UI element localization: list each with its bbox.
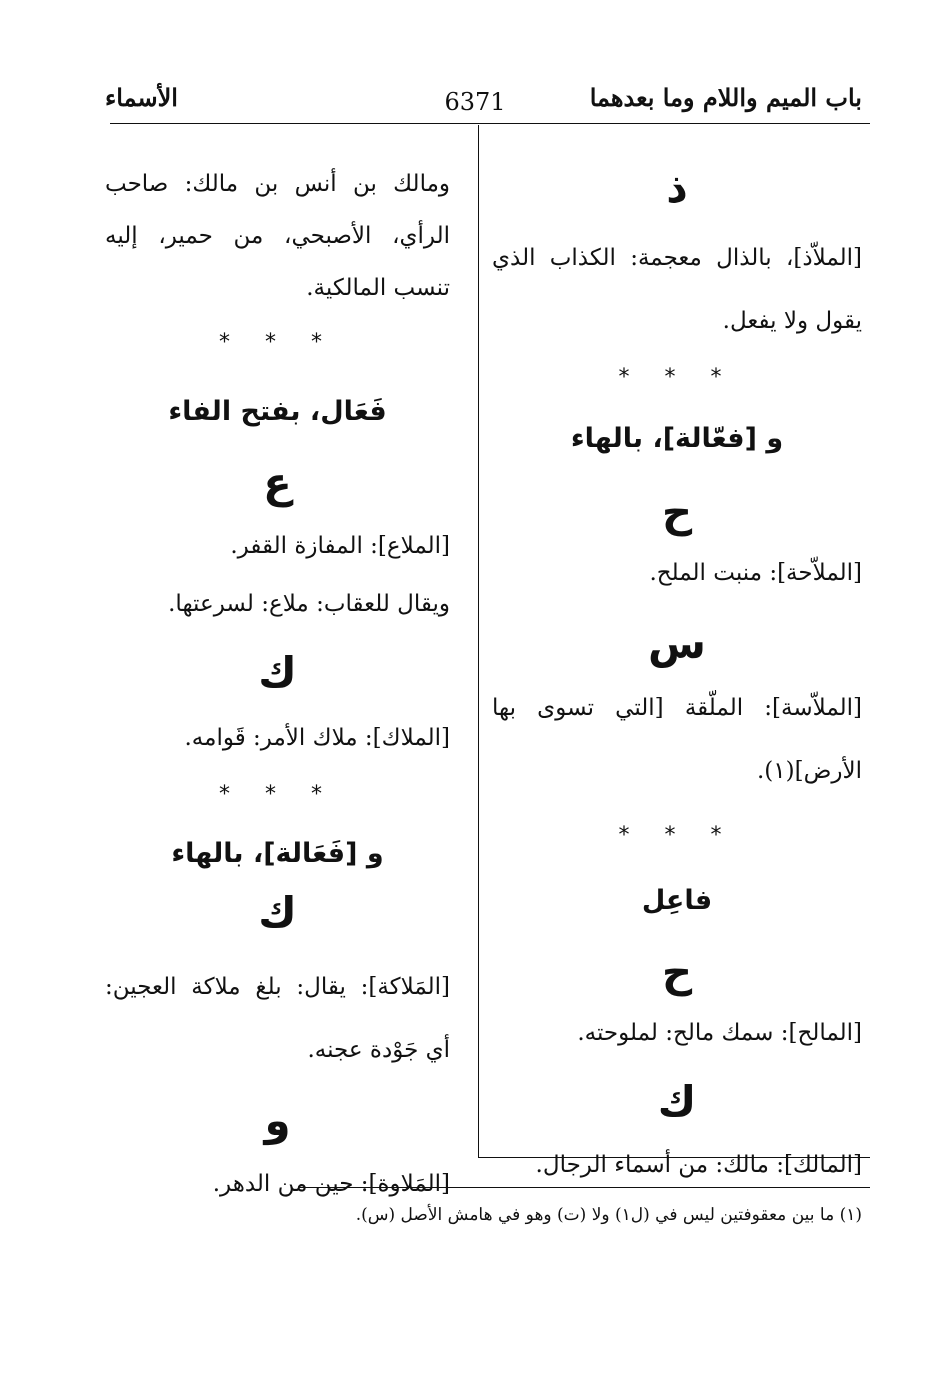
entry-mallasa: [الملاّسة]: الملّقة [التي تسوى بها الأرض](١). — [492, 695, 862, 784]
right-column — [492, 163, 862, 1181]
section-letter-ha: ح — [661, 947, 693, 996]
section-letter-kaf: ك — [657, 1077, 697, 1126]
section-letter-waw: و — [264, 1096, 291, 1145]
separator-stars: * * * — [219, 330, 336, 355]
entry-maalik: [المالك]: مالك: من أسماء الرجال. — [535, 1152, 862, 1178]
section-letter-kaf: ك — [258, 888, 297, 937]
entry-malaaka: [المَلاكة]: يقال: بلغ ملاكة العجين: أي جَوْدة عجنه. — [105, 974, 450, 1063]
section-heading-faa3il: فاعِل — [641, 885, 713, 916]
header-rule — [110, 123, 870, 124]
running-header-right: باب الميم واللام وما بعدهما — [589, 83, 862, 112]
separator-stars: * * * — [618, 823, 736, 848]
entry-mallaha: [الملاّحة]: منبت الملح. — [649, 560, 862, 586]
section-letter-ain: ع — [263, 458, 292, 507]
section-letter-sin: س — [648, 619, 706, 668]
separator-stars: * * * — [219, 782, 336, 807]
footnote: (١) ما بين معقوفتين ليس في (ل١) ولا (ت) وهو في هامش الأصل (س). — [355, 1205, 862, 1225]
section-heading-fa3aala: و [فَعَالة]، بالهاء — [171, 838, 384, 869]
entry-malladh: [الملاّذ]، بالذال معجمة: الكذاب الذي يقول ولا يفعل. — [492, 245, 862, 334]
entry-malaak: [الملاك]: ملاك الأمر: قَوامه. — [184, 725, 450, 751]
section-letter-ha: ح — [661, 487, 693, 536]
running-header-left: الأسماء — [105, 83, 178, 112]
column-divider — [478, 125, 479, 1158]
entry-malaa3-2: ويقال للعقاب: ملاع: لسرعتها. — [168, 591, 450, 617]
entry-maalih: [المالح]: سمك مالح: لملوحته. — [577, 1020, 862, 1046]
section-heading-fa3aal: فَعَال، بفتح الفاء — [168, 396, 387, 427]
section-letter-dhal: ذ — [666, 163, 688, 212]
entry-malaa3: [الملاع]: المفازة القفر. — [230, 533, 450, 559]
section-letter-kaf: ك — [258, 648, 297, 697]
entry-maalik-bin-anas: ومالك بن أنس بن مالك: صاحب الرأي، الأصبحي، من حمير، إليه تنسب المالكية. — [105, 171, 450, 301]
footnote-rule — [300, 1187, 870, 1188]
left-column — [105, 158, 450, 1200]
entry-malaawa: [المَلاوة]: حين من الدهر. — [212, 1171, 450, 1197]
separator-stars: * * * — [618, 365, 736, 390]
section-heading-fa33ala: و [فعّالة]، بالهاء — [570, 423, 784, 454]
page-number: 6371 — [444, 88, 506, 116]
